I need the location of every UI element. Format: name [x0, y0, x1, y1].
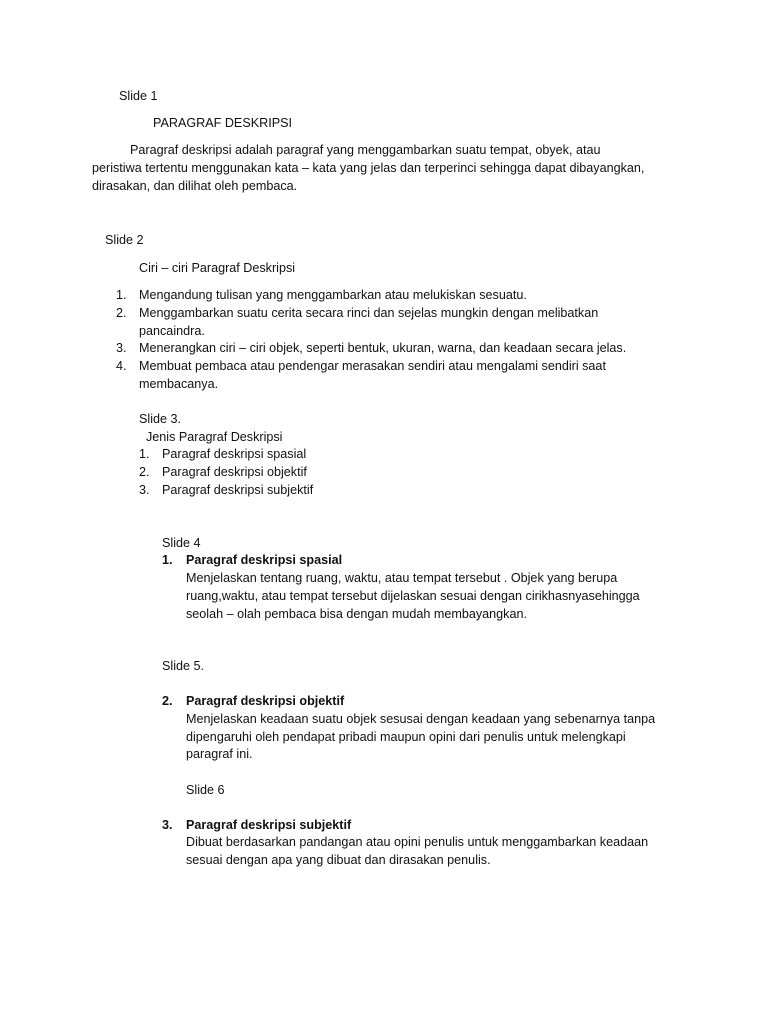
slide3-title: Jenis Paragraf Deskripsi [146, 430, 283, 444]
list-item-continuation: membacanya. [139, 377, 219, 391]
section-heading: Paragraf deskripsi objektif [186, 694, 345, 708]
list-item-number: 1. [116, 288, 127, 302]
section-heading: Paragraf deskripsi spasial [186, 553, 343, 567]
list-item-number: 4. [116, 359, 127, 373]
list-item: Menggambarkan suatu cerita secara rinci dan sejelas mungkin dengan melibatkan [139, 306, 599, 320]
slide1-paragraph-line: peristiwa tertentu menggunakan kata – kata yang jelas dan terperinci sehingga dapat dibayangkan, [92, 161, 645, 175]
section-body-line: Dibuat berdasarkan pandangan atau opini penulis untuk menggambarkan keadaan [186, 835, 649, 849]
list-item-number: 1. [139, 447, 150, 461]
section-body-line: paragraf ini. [186, 747, 253, 761]
list-item: Paragraf deskripsi subjektif [162, 483, 314, 497]
section-number: 3. [162, 818, 173, 832]
section-body-line: dipengaruhi oleh pendapat pribadi maupun opini dari penulis untuk melengkapi [186, 730, 626, 744]
slide3-label: Slide 3. [139, 412, 182, 426]
slide4-label: Slide 4 [162, 536, 201, 550]
section-body-line: sesuai dengan apa yang dibuat dan dirasakan penulis. [186, 853, 491, 867]
slide2-label: Slide 2 [105, 233, 144, 247]
section-body-line: Menjelaskan tentang ruang, waktu, atau tempat tersebut . Objek yang berupa [186, 571, 618, 585]
slide2-title: Ciri – ciri Paragraf Deskripsi [139, 261, 296, 275]
list-item-number: 2. [116, 306, 127, 320]
section-heading: Paragraf deskripsi subjektif [186, 818, 352, 832]
list-item: Paragraf deskripsi spasial [162, 447, 307, 461]
list-item: Paragraf deskripsi objektif [162, 465, 307, 479]
list-item-continuation: pancaindra. [139, 324, 205, 338]
section-body-line: Menjelaskan keadaan suatu objek sesusai dengan keadaan yang sebenarnya tanpa [186, 712, 656, 726]
list-item-number: 3. [139, 483, 150, 497]
section-number: 1. [162, 553, 173, 567]
slide1-label: Slide 1 [119, 89, 158, 103]
slide1-title: PARAGRAF DESKRIPSI [153, 116, 293, 130]
list-item: Membuat pembaca atau pendengar merasakan sendiri atau mengalami sendiri saat [139, 359, 606, 373]
section-body-line: ruang,waktu, atau tempat tersebut dijelaskan sesuai dengan cirikhasnyasehingga [186, 589, 640, 603]
list-item-number: 3. [116, 341, 127, 355]
list-item: Mengandung tulisan yang menggambarkan atau melukiskan sesuatu. [139, 288, 527, 302]
section-body-line: seolah – olah pembaca bisa dengan mudah membayangkan. [186, 607, 527, 621]
section-number: 2. [162, 694, 173, 708]
slide1-paragraph-line: dirasakan, dan dilihat oleh pembaca. [92, 179, 298, 193]
slide6-label: Slide 6 [186, 783, 225, 797]
list-item: Menerangkan ciri – ciri objek, seperti bentuk, ukuran, warna, dan keadaan secara jelas. [139, 341, 627, 355]
list-item-number: 2. [139, 465, 150, 479]
slide1-paragraph-line: Paragraf deskripsi adalah paragraf yang menggambarkan suatu tempat, obyek, atau [130, 143, 601, 157]
slide5-label: Slide 5. [162, 659, 205, 673]
